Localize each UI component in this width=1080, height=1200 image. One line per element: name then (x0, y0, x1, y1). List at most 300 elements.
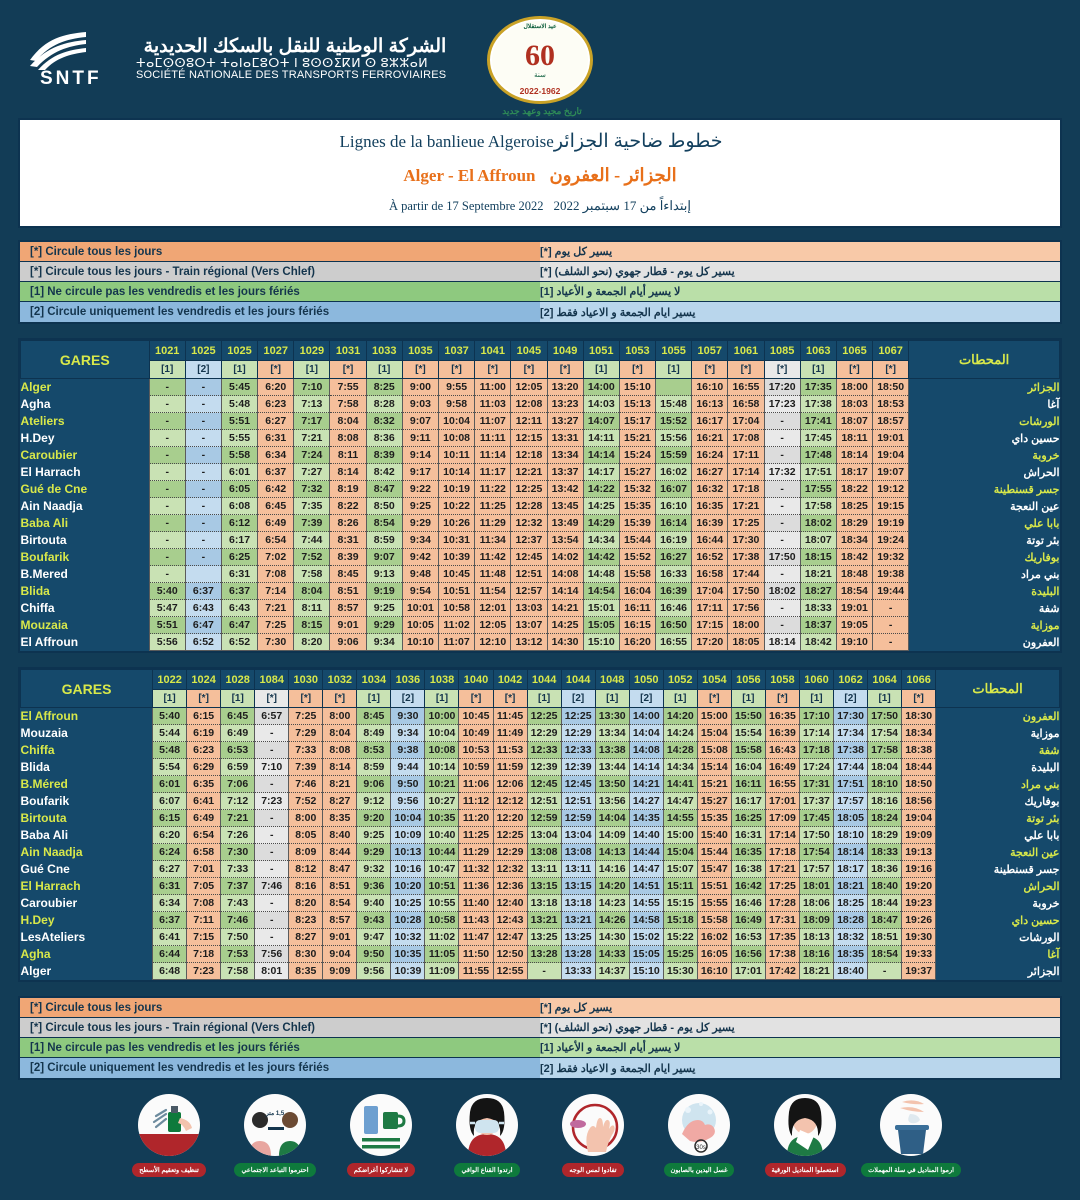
departure-time-cell: 17:30 (728, 532, 764, 549)
departure-time-cell: 10:55 (425, 895, 459, 912)
station-name-fr: Chiffa (21, 742, 153, 759)
service-mark-header: [1] (583, 361, 619, 379)
departure-time-cell: - (149, 413, 185, 430)
departure-time-cell: 11:07 (438, 634, 474, 651)
departure-time-cell: 6:35 (187, 776, 221, 793)
departure-time-cell: 18:25 (834, 895, 868, 912)
departure-time-cell: 17:08 (728, 430, 764, 447)
departure-time-cell: 12:45 (527, 776, 561, 793)
departure-time-cell: 7:08 (258, 566, 294, 583)
departure-time-cell: - (764, 617, 800, 634)
departure-time-cell: 12:59 (527, 810, 561, 827)
departure-time-cell: - (185, 549, 221, 566)
departure-time-cell: 15:44 (619, 532, 655, 549)
departure-time-cell: 9:04 (323, 946, 357, 963)
departure-time-cell: 18:33 (800, 600, 836, 617)
departure-time-cell: 5:51 (149, 617, 185, 634)
service-mark-header: [1] (425, 690, 459, 708)
departure-time-cell: 10:45 (438, 566, 474, 583)
legend-row (20, 262, 1060, 282)
departure-time-cell: 19:07 (873, 464, 909, 481)
departure-time-cell: 15:56 (656, 430, 692, 447)
departure-time-cell: 14:02 (547, 549, 583, 566)
departure-time-cell: 13:21 (527, 912, 561, 929)
departure-time-cell: 5:48 (153, 742, 187, 759)
departure-time-cell: 19:09 (902, 827, 936, 844)
table-row (21, 708, 1060, 725)
table-row (21, 946, 1060, 963)
departure-time-cell: 13:20 (547, 379, 583, 396)
line-title-fr: Lignes de la banlieue Algeroise (339, 132, 554, 151)
legend-text-ar: يسير ايام الجمعة و الاعياد فقط [2] (540, 1058, 1060, 1078)
departure-time-cell: 12:05 (475, 617, 511, 634)
departure-time-cell: 6:15 (153, 810, 187, 827)
departure-time-cell: 18:10 (834, 827, 868, 844)
departure-time-cell: - (255, 827, 289, 844)
departure-time-cell: 12:10 (475, 634, 511, 651)
station-name-ar: بني مراد (909, 566, 1060, 583)
health-guideline-item (663, 1094, 735, 1177)
departure-time-cell: 15:32 (619, 481, 655, 498)
departure-time-cell: 16:35 (765, 708, 799, 725)
departure-time-cell: 7:10 (294, 379, 330, 396)
brand-tifinagh-name: ⵜⴰⵎⵙⵙⵓⵔⵜ ⵜⴰⵏⴰⵎⵓⵔⵜ ⵏ ⵓⵙⵙⵉⴽⵍ ⵙ ⵓⵣⵣⴰⵍ (136, 55, 429, 70)
health-guideline-caption: غسل اليدين بالصابون (664, 1163, 735, 1177)
departure-time-cell: 13:15 (527, 878, 561, 895)
departure-time-cell: 9:55 (438, 379, 474, 396)
departure-time-cell: 8:14 (330, 464, 366, 481)
social-distancing-icon (244, 1094, 306, 1156)
station-name-fr: Birtouta (21, 810, 153, 827)
departure-time-cell: 11:12 (459, 793, 493, 810)
departure-time-cell: 10:19 (438, 481, 474, 498)
departure-time-cell: 17:56 (728, 600, 764, 617)
service-mark-header: [*] (289, 690, 323, 708)
departure-time-cell: 18:32 (834, 929, 868, 946)
station-name-fr: El Harrach (21, 464, 150, 481)
departure-time-cell: 7:21 (258, 600, 294, 617)
departure-time-cell: 15:44 (697, 844, 731, 861)
table-row (21, 464, 1060, 481)
service-mark-header: [*] (619, 361, 655, 379)
departure-time-cell: 8:28 (366, 396, 402, 413)
train-number-header: 1042 (493, 670, 527, 690)
departure-time-cell: 16:21 (692, 430, 728, 447)
departure-time-cell: 15:00 (697, 708, 731, 725)
departure-time-cell: 9:30 (391, 708, 425, 725)
departure-time-cell: 15:04 (697, 725, 731, 742)
departure-time-cell: 13:08 (561, 844, 595, 861)
departure-time-cell: 6:48 (153, 963, 187, 980)
departure-time-cell: 7:46 (255, 878, 289, 895)
service-mark-header: [*] (511, 361, 547, 379)
service-mark-header: [*] (873, 361, 909, 379)
departure-time-cell: 19:01 (836, 600, 872, 617)
departure-time-cell: 15:22 (663, 929, 697, 946)
departure-time-cell: 12:15 (511, 430, 547, 447)
train-number-header: 1028 (221, 670, 255, 690)
departure-time-cell: 19:01 (873, 430, 909, 447)
departure-time-cell: 15:13 (619, 396, 655, 413)
table-row (21, 895, 1060, 912)
departure-time-cell: 14:21 (629, 776, 663, 793)
departure-time-cell: 12:28 (511, 498, 547, 515)
departure-time-cell: 13:34 (547, 447, 583, 464)
departure-time-cell: 8:50 (366, 498, 402, 515)
departure-time-cell: 12:45 (511, 549, 547, 566)
departure-time-cell: 14:48 (583, 566, 619, 583)
line-title (20, 130, 1060, 153)
departure-time-cell: 15:59 (656, 447, 692, 464)
departure-time-cell: 8:47 (323, 861, 357, 878)
service-mark-header: [1] (153, 690, 187, 708)
station-name-fr: Gué de Cne (21, 481, 150, 498)
departure-time-cell: 12:57 (511, 583, 547, 600)
wear-mask-icon (456, 1094, 518, 1156)
departure-time-cell: 15:24 (619, 447, 655, 464)
departure-time-cell: 10:32 (391, 929, 425, 946)
departure-time-cell: 16:15 (619, 617, 655, 634)
departure-time-cell: 6:52 (221, 634, 257, 651)
departure-time-cell: 12:25 (511, 481, 547, 498)
departure-time-cell: 13:03 (511, 600, 547, 617)
departure-time-cell: 17:30 (834, 708, 868, 725)
departure-time-cell: 18:56 (902, 793, 936, 810)
service-mark-header: [1] (868, 690, 902, 708)
service-mark-header: [*] (697, 690, 731, 708)
departure-time-cell: 17:45 (800, 430, 836, 447)
departure-time-cell: 14:17 (583, 464, 619, 481)
table-row (21, 379, 1060, 396)
departure-time-cell: 17:01 (731, 963, 765, 980)
departure-time-cell: - (149, 430, 185, 447)
station-name-fr: Boufarik (21, 549, 150, 566)
departure-time-cell: - (255, 844, 289, 861)
departure-time-cell: 17:32 (764, 464, 800, 481)
departure-time-cell: 16:52 (692, 549, 728, 566)
departure-time-cell: 14:26 (595, 912, 629, 929)
departure-time-cell: 16:39 (656, 583, 692, 600)
service-mark-header: [*] (330, 361, 366, 379)
departure-time-cell: 18:40 (868, 878, 902, 895)
departure-time-cell: 14:23 (595, 895, 629, 912)
station-name-ar: الورشات (936, 929, 1060, 946)
departure-time-cell: - (764, 600, 800, 617)
departure-time-cell: 8:20 (289, 895, 323, 912)
table-row (21, 617, 1060, 634)
departure-time-cell: 8:35 (323, 810, 357, 827)
departure-time-cell: 18:07 (800, 532, 836, 549)
legend-row (20, 242, 1060, 262)
service-mark-header: [1] (527, 690, 561, 708)
timetable-alger-elaffroun (18, 338, 1062, 653)
departure-time-cell: 8:27 (323, 793, 357, 810)
departure-time-cell: - (764, 430, 800, 447)
departure-time-cell: 14:41 (663, 776, 697, 793)
train-number-header: 1045 (511, 341, 547, 361)
departure-time-cell: 17:10 (799, 708, 833, 725)
departure-time-cell: 12:32 (511, 515, 547, 532)
departure-time-cell: 9:44 (391, 759, 425, 776)
departure-time-cell: 19:05 (836, 617, 872, 634)
departure-time-cell: 8:01 (255, 963, 289, 980)
departure-time-cell: 15:08 (697, 742, 731, 759)
train-number-header: 1035 (402, 341, 438, 361)
departure-time-cell: 10:39 (391, 963, 425, 980)
departure-time-cell: 12:55 (493, 963, 527, 980)
departure-time-cell: 15:05 (629, 946, 663, 963)
train-number-header: 1049 (547, 341, 583, 361)
departure-time-cell: 11:36 (459, 878, 493, 895)
departure-time-cell: 8:04 (294, 583, 330, 600)
departure-time-cell: 15:27 (697, 793, 731, 810)
departure-time-cell: 6:05 (221, 481, 257, 498)
departure-time-cell: 7:29 (289, 725, 323, 742)
departure-time-cell: 11:53 (493, 742, 527, 759)
departure-time-cell: 16:27 (656, 549, 692, 566)
departure-time-cell: 9:00 (402, 379, 438, 396)
departure-time-cell: 12:51 (511, 566, 547, 583)
legend-text-ar: لا يسير أيام الجمعة و الأعياد [1] (540, 282, 1060, 301)
departure-time-cell: 9:32 (357, 861, 391, 878)
departure-time-cell: 16:49 (765, 759, 799, 776)
departure-time-cell: 8:21 (323, 776, 357, 793)
departure-time-cell: 14:29 (583, 515, 619, 532)
departure-time-cell: 12:51 (527, 793, 561, 810)
departure-time-cell: 16:25 (731, 810, 765, 827)
departure-time-cell: 18:05 (728, 634, 764, 651)
departure-time-cell: 9:29 (366, 617, 402, 634)
departure-time-cell: 10:20 (391, 878, 425, 895)
departure-time-cell: 13:44 (595, 759, 629, 776)
departure-time-cell: 10:44 (425, 844, 459, 861)
table-row (21, 481, 1060, 498)
departure-time-cell: 17:18 (728, 481, 764, 498)
avoid-touching-face-icon (562, 1094, 624, 1156)
table-row (21, 725, 1060, 742)
departure-time-cell: 6:24 (153, 844, 187, 861)
effective-date-fr: À partir de 17 Septembre 2022 (388, 199, 544, 213)
departure-time-cell: 7:12 (221, 793, 255, 810)
service-mark-header: [1] (663, 690, 697, 708)
health-guideline-item (868, 1094, 954, 1177)
departure-time-cell: 13:31 (547, 430, 583, 447)
station-name-ar: بوفاريك (909, 549, 1060, 566)
station-name-fr: LesAteliers (21, 929, 153, 946)
station-name-ar: الجزائر (909, 379, 1060, 396)
departure-time-cell: 12:25 (561, 708, 595, 725)
departure-time-cell: 8:22 (330, 498, 366, 515)
departure-time-cell: 18:50 (873, 379, 909, 396)
service-mark-header: [1] (149, 361, 185, 379)
departure-time-cell: 10:10 (402, 634, 438, 651)
departure-time-cell: 6:08 (221, 498, 257, 515)
departure-time-cell: 9:58 (438, 396, 474, 413)
departure-time-cell: 16:42 (731, 878, 765, 895)
departure-time-cell: 13:28 (561, 946, 595, 963)
departure-time-cell: 6:27 (153, 861, 187, 878)
departure-time-cell: 8:51 (323, 878, 357, 895)
departure-time-cell: 16:02 (697, 929, 731, 946)
departure-time-cell: 15:39 (619, 515, 655, 532)
departure-time-cell: 8:45 (357, 708, 391, 725)
departure-time-cell: 12:01 (475, 600, 511, 617)
disinfect-surfaces-icon (138, 1094, 200, 1156)
departure-time-cell: 17:04 (728, 413, 764, 430)
departure-time-cell: 17:34 (834, 725, 868, 742)
train-number-header: 1048 (595, 670, 629, 690)
service-mark-header: [2] (629, 690, 663, 708)
departure-time-cell: 7:15 (187, 929, 221, 946)
departure-time-cell: 18:09 (799, 912, 833, 929)
departure-time-cell: 12:29 (561, 725, 595, 742)
departure-time-cell: 14:20 (595, 878, 629, 895)
departure-time-cell: 16:58 (728, 396, 764, 413)
departure-time-cell: 6:01 (221, 464, 257, 481)
station-name-ar: شفة (909, 600, 1060, 617)
departure-time-cell: 11:48 (475, 566, 511, 583)
departure-time-cell: 6:37 (153, 912, 187, 929)
station-name-fr: Chiffa (21, 600, 150, 617)
departure-time-cell: 18:06 (799, 895, 833, 912)
station-name-ar: جسر قسنطينة (909, 481, 1060, 498)
brand-french-name: SOCIÉTÉ NATIONALE DES TRANSPORTS FERROVIAIRES (136, 68, 447, 81)
departure-time-cell: 17:31 (765, 912, 799, 929)
route-title (20, 165, 1060, 186)
departure-time-cell: 18:07 (836, 413, 872, 430)
departure-time-cell: 7:25 (289, 708, 323, 725)
departure-time-cell: - (255, 912, 289, 929)
departure-time-cell: 16:27 (692, 464, 728, 481)
train-number-header: 1044 (561, 670, 595, 690)
departure-time-cell: 18:13 (799, 929, 833, 946)
departure-time-cell: 14:33 (595, 946, 629, 963)
departure-time-cell: 17:38 (800, 396, 836, 413)
departure-time-cell: 18:34 (902, 725, 936, 742)
departure-time-cell: 18:34 (836, 532, 872, 549)
train-number-header: 1041 (475, 341, 511, 361)
departure-time-cell: 11:40 (459, 895, 493, 912)
station-name-fr: El Harrach (21, 878, 153, 895)
departure-time-cell: 15:48 (656, 396, 692, 413)
departure-time-cell: 10:11 (438, 447, 474, 464)
departure-time-cell: 17:18 (799, 742, 833, 759)
departure-time-cell: - (764, 413, 800, 430)
departure-time-cell: 18:14 (836, 447, 872, 464)
departure-time-cell: 9:29 (402, 515, 438, 532)
station-name-ar: جسر قسنطينة (936, 861, 1060, 878)
departure-time-cell: 6:47 (185, 617, 221, 634)
departure-time-cell: 6:27 (258, 413, 294, 430)
departure-time-cell: 15:11 (663, 878, 697, 895)
departure-time-cell: - (149, 566, 185, 583)
station-name-fr: Blida (21, 583, 150, 600)
train-number-header: 1054 (697, 670, 731, 690)
sntf-logo-icon (28, 30, 126, 88)
service-mark-header: [*] (765, 690, 799, 708)
departure-time-cell: 18:30 (902, 708, 936, 725)
table-row (21, 430, 1060, 447)
departure-time-cell: 19:16 (902, 861, 936, 878)
departure-time-cell: 12:25 (493, 827, 527, 844)
departure-time-cell: 6:20 (153, 827, 187, 844)
health-guideline-caption: احترموا التباعد الاجتماعي (234, 1163, 315, 1177)
legend-row (20, 1038, 1060, 1058)
departure-time-cell: 15:00 (663, 827, 697, 844)
departure-time-cell: 17:50 (868, 708, 902, 725)
departure-time-cell: - (873, 600, 909, 617)
departure-time-cell: 18:47 (868, 912, 902, 929)
departure-time-cell: - (764, 515, 800, 532)
departure-time-cell: 12:11 (511, 413, 547, 430)
departure-time-cell: 10:51 (425, 878, 459, 895)
departure-time-cell: 8:44 (323, 844, 357, 861)
service-mark-header: [*] (438, 361, 474, 379)
departure-time-cell: 19:26 (902, 912, 936, 929)
departure-time-cell: 16:39 (692, 515, 728, 532)
departure-time-cell: 18:15 (800, 549, 836, 566)
departure-time-cell: 14:03 (583, 396, 619, 413)
departure-time-cell: 12:33 (527, 742, 561, 759)
departure-time-cell: 18:05 (834, 810, 868, 827)
departure-time-cell: 16:07 (656, 481, 692, 498)
departure-time-cell: 16:05 (697, 946, 731, 963)
anniversary-number: 60 (525, 39, 555, 72)
departure-time-cell: 13:42 (547, 481, 583, 498)
departure-time-cell: 12:50 (493, 946, 527, 963)
departure-time-cell: 15:58 (731, 742, 765, 759)
departure-time-cell: 5:54 (153, 759, 187, 776)
legend-row (20, 302, 1060, 322)
station-name-fr: Boufarik (21, 793, 153, 810)
departure-time-cell: 11:59 (493, 759, 527, 776)
departure-time-cell: 17:57 (834, 793, 868, 810)
departure-time-cell: 7:52 (289, 793, 323, 810)
train-number-header: 1037 (438, 341, 474, 361)
station-name-ar: البليدة (936, 759, 1060, 776)
departure-time-cell: 18:04 (868, 759, 902, 776)
anniversary-years: 2022-1962 (519, 86, 561, 96)
departure-time-cell: 12:45 (561, 776, 595, 793)
departure-time-cell: 15:47 (697, 861, 731, 878)
station-name-fr: Ateliers (21, 413, 150, 430)
departure-time-cell: 6:58 (187, 844, 221, 861)
distance-badge: 1,5 متر (265, 1111, 285, 1117)
train-number-header: 1085 (764, 341, 800, 361)
departure-time-cell: - (149, 464, 185, 481)
legend-text-fr: [1] Ne circule pas les vendredis et les jours fériés (20, 1038, 540, 1057)
departure-time-cell: 18:29 (868, 827, 902, 844)
departure-time-cell: 17:38 (728, 549, 764, 566)
legend-text-ar: يسير ايام الجمعة و الاعياد فقط [2] (540, 302, 1060, 322)
departure-time-cell: 11:07 (475, 413, 511, 430)
departure-time-cell: 7:33 (289, 742, 323, 759)
departure-time-cell: 5:51 (221, 413, 257, 430)
departure-time-cell: - (185, 481, 221, 498)
departure-time-cell: 16:10 (697, 963, 731, 980)
departure-time-cell: 5:40 (149, 583, 185, 600)
departure-time-cell: 6:59 (221, 759, 255, 776)
departure-time-cell: 7:58 (294, 566, 330, 583)
station-name-fr: Agha (21, 946, 153, 963)
departure-time-cell: 19:12 (873, 481, 909, 498)
departure-time-cell: 12:18 (511, 447, 547, 464)
departure-time-cell: 8:09 (289, 844, 323, 861)
departure-time-cell: 10:28 (391, 912, 425, 929)
departure-time-cell: 7:32 (294, 481, 330, 498)
departure-time-cell: - (149, 515, 185, 532)
train-number-header: 1034 (357, 670, 391, 690)
